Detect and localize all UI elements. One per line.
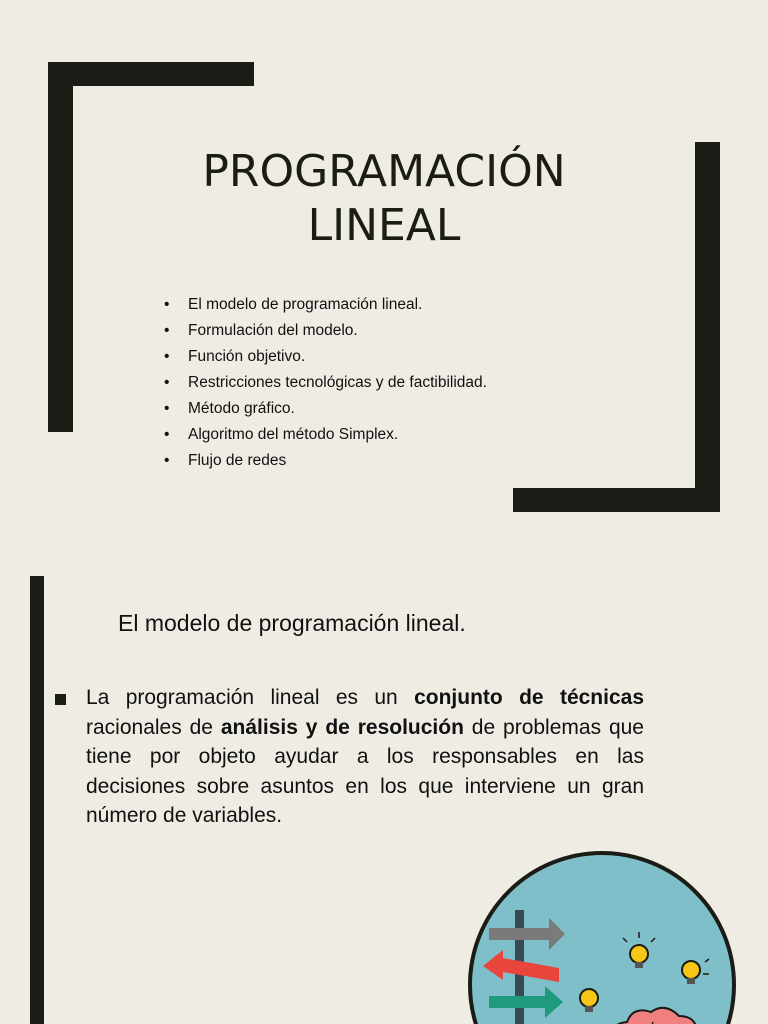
topic-item: [162, 448, 487, 474]
slide-title: [0, 145, 768, 253]
slide-title-line-2: LINEAL: [307, 200, 461, 251]
paragraph-text: de problemas que tiene por objeto ayudar a los responsables en las decisiones sobre asuntos en los que interviene un gran número de variables.: [86, 715, 644, 827]
content-slide: [0, 560, 768, 1024]
frame-bottom-right-horizontal: [513, 488, 720, 512]
topic-item: [162, 344, 487, 370]
topic-label: Flujo de redes: [188, 452, 287, 469]
signpost-brain-illustration-icon: [467, 850, 737, 1024]
topic-item: [162, 318, 487, 344]
bullet: •: [164, 348, 170, 365]
paragraph-emphasis: análisis y de resolución: [220, 715, 464, 739]
topic-label: Método gráfico.: [188, 400, 295, 417]
topic-label: Formulación del modelo.: [188, 322, 358, 339]
slide-title-line-1: PROGRAMACIÓN: [202, 146, 566, 197]
paragraph-emphasis: conjunto de técnicas: [414, 686, 644, 709]
topic-list: [162, 292, 487, 474]
topic-item: [162, 422, 487, 448]
bullet: •: [164, 322, 170, 339]
topic-label: Función objetivo.: [188, 348, 306, 365]
frame-top-left-horizontal: [48, 62, 254, 86]
left-accent-bar: [30, 576, 44, 1024]
square-bullet-icon: [55, 694, 66, 705]
bullet: •: [164, 400, 170, 417]
bullet: •: [164, 426, 170, 443]
paragraph-text: La programación lineal es un: [86, 686, 415, 709]
topic-label: Algoritmo del método Simplex.: [188, 426, 399, 443]
topic-item: [162, 396, 487, 422]
topic-label: Restricciones tecnológicas y de factibilidad.: [188, 374, 487, 391]
bullet: •: [164, 374, 170, 391]
bullet: •: [164, 296, 170, 313]
section-heading: El modelo de programación lineal.: [118, 610, 466, 636]
topic-item: [162, 292, 487, 318]
topic-label: El modelo de programación lineal.: [188, 296, 423, 313]
bullet: •: [164, 452, 170, 469]
paragraph-text: racionales de: [86, 715, 221, 739]
definition-paragraph: [86, 683, 644, 831]
topic-item: [162, 370, 487, 396]
